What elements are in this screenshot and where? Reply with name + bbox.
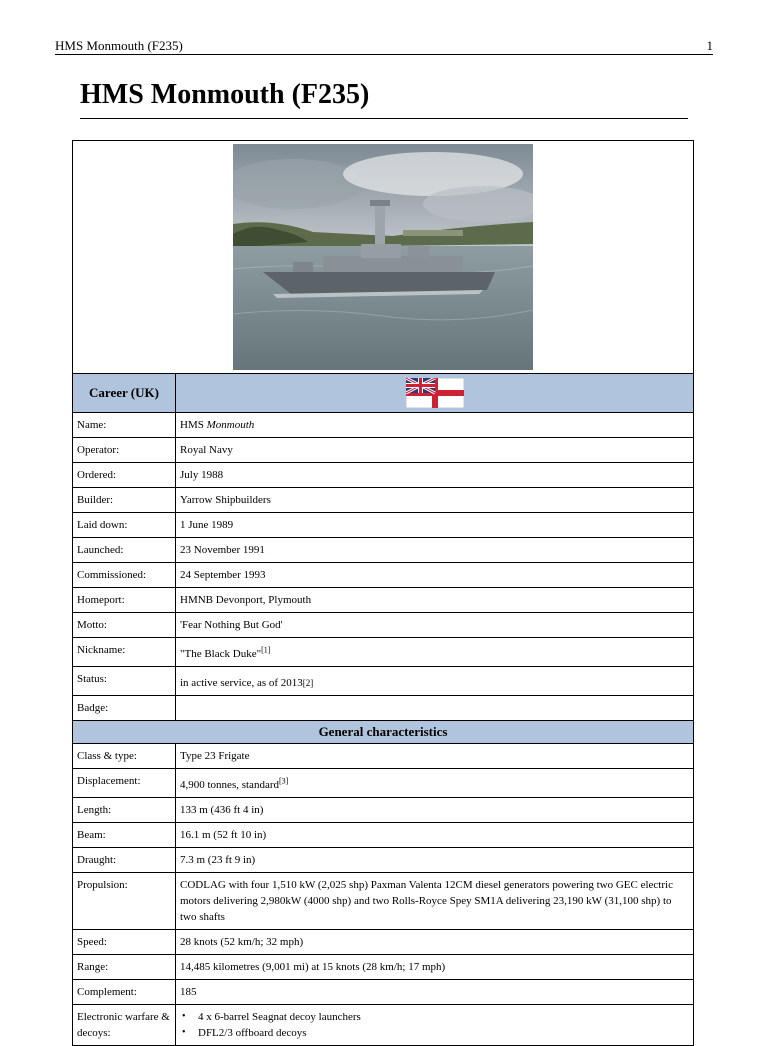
name-value [176,413,694,438]
nickname-text: "The Black Duke" [180,648,262,660]
row-label: Draught: [73,848,176,873]
range-value: 14,485 kilometres (9,001 mi) at 15 knots (28 km/h; 17 mph) [176,955,694,980]
row-label: Class & type: [73,744,176,769]
list-item: • 4 x 6-barrel Seagnat decoy launchers [180,1009,689,1025]
citation-ref[interactable]: [2] [302,678,314,688]
row-label: Launched: [73,538,176,563]
row-label: Status: [73,667,176,696]
running-header [55,38,713,55]
citation-ref[interactable]: [3] [278,776,289,786]
row-label: Beam: [73,823,176,848]
homeport-value: HMNB Devonport, Plymouth [176,588,694,613]
class-value: Type 23 Frigate [176,744,694,769]
displacement-value [176,769,694,798]
row-label: Range: [73,955,176,980]
row-label: Electronic warfare & decoys: [73,1005,176,1046]
career-label: Career (UK) [73,374,176,413]
status-text: in active service, as of 2013 [180,677,303,689]
name-italic: Monmouth [206,419,255,431]
name-prefix: HMS [180,419,207,431]
ew-list [180,1009,689,1041]
row-label: Commissioned: [73,563,176,588]
row-label: Builder: [73,488,176,513]
row-label: Speed: [73,930,176,955]
ship-photo [233,144,533,370]
row-label: Homeport: [73,588,176,613]
builder-value: Yarrow Shipbuilders [176,488,694,513]
infobox [72,140,694,1046]
row-label: Propulsion: [73,873,176,930]
beam-value: 16.1 m (52 ft 10 in) [176,823,694,848]
ew-value [176,1005,694,1046]
launched-value: 23 November 1991 [176,538,694,563]
row-label: Laid down: [73,513,176,538]
row-label: Complement: [73,980,176,1005]
row-label: Ordered: [73,463,176,488]
ensign-cell [176,374,694,413]
page-number: 1 [706,38,713,53]
page-title: HMS Monmouth (F235) [80,78,688,119]
ship-image-cell [73,141,694,374]
speed-value: 28 knots (52 km/h; 32 mph) [176,930,694,955]
status-value [176,667,694,696]
length-value: 133 m (436 ft 4 in) [176,798,694,823]
row-label: Length: [73,798,176,823]
row-label: Badge: [73,696,176,721]
propulsion-value: CODLAG with four 1,510 kW (2,025 shp) Paxman Valenta 12CM diesel generators powering two GEC electric motors delivering 2,980kW (4000 shp) and two Rolls-Royce Spey SM1A delivering 23,190 kW (31,100 shp) to two shafts [176,873,694,930]
row-label: Name: [73,413,176,438]
laid-down-value: 1 June 1989 [176,513,694,538]
row-label: Displacement: [73,769,176,798]
commissioned-value: 24 September 1993 [176,563,694,588]
operator-value: Royal Navy [176,438,694,463]
running-title: HMS Monmouth (F235) [55,38,183,53]
badge-value [176,696,694,721]
displacement-text: 4,900 tonnes, standard [180,779,279,791]
white-ensign-flag [406,378,464,408]
row-label: Operator: [73,438,176,463]
complement-value: 185 [176,980,694,1005]
nickname-value [176,638,694,667]
row-label: Motto: [73,613,176,638]
general-heading: General characteristics [73,721,694,744]
row-label: Nickname: [73,638,176,667]
motto-value: 'Fear Nothing But God' [176,613,694,638]
citation-ref[interactable]: [1] [261,645,271,655]
draught-value: 7.3 m (23 ft 9 in) [176,848,694,873]
ordered-value: July 1988 [176,463,694,488]
list-item: • DFL2/3 offboard decoys [180,1025,689,1041]
